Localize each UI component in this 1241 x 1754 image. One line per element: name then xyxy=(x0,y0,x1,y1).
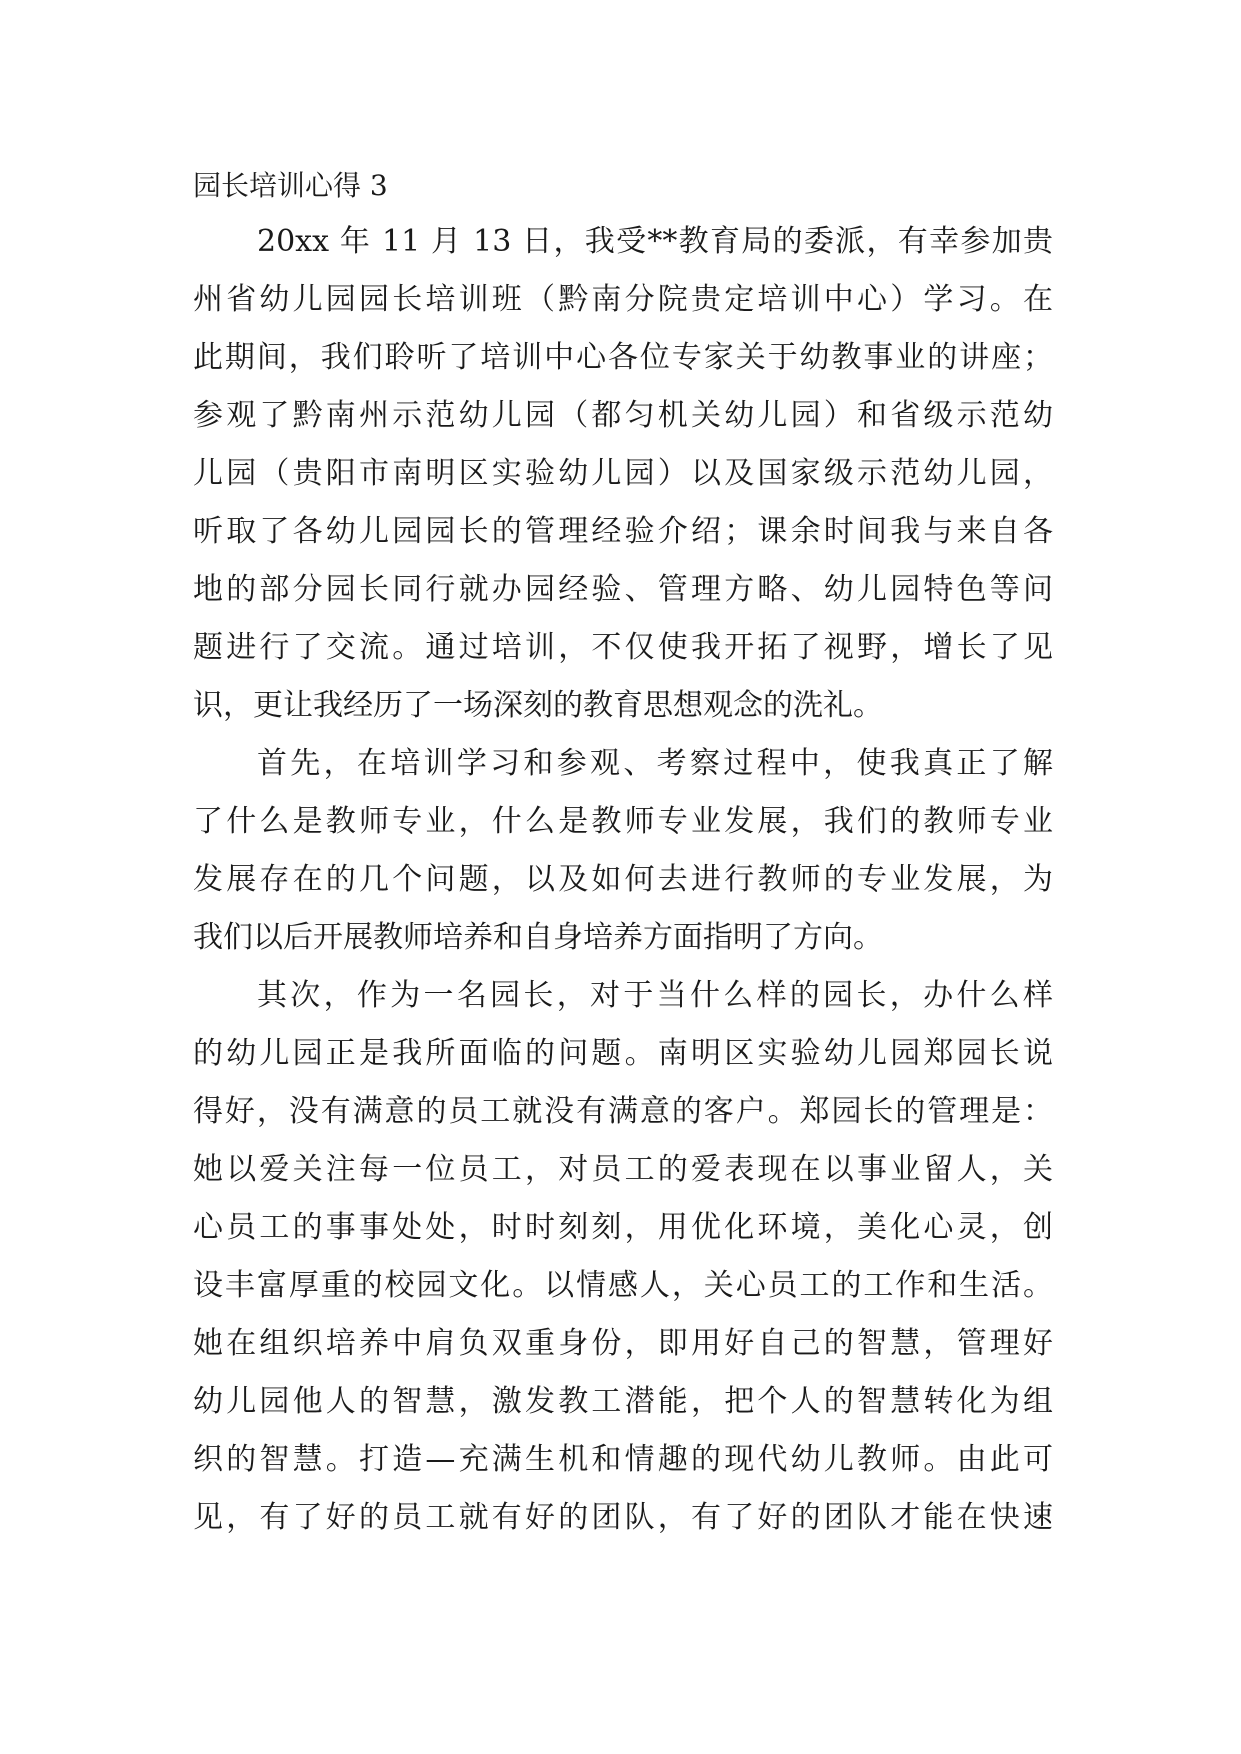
paragraph-line: 织的智慧。打造—充满生机和情趣的现代幼儿教师。由此可 xyxy=(193,1442,1053,1477)
paragraph-line: 的幼儿园正是我所面临的问题。南明区实验幼儿园郑园长说 xyxy=(193,1036,1053,1071)
paragraph-line: 了什么是教师专业，什么是教师专业发展，我们的教师专业 xyxy=(193,804,1053,839)
paragraph-line: 见，有了好的员工就有好的团队，有了好的团队才能在快速 xyxy=(193,1500,1053,1535)
paragraph-line: 她在组织培养中肩负双重身份，即用好自己的智慧，管理好 xyxy=(193,1326,1053,1361)
paragraph-line: 地的部分园长同行就办园经验、管理方略、幼儿园特色等问 xyxy=(193,572,1053,607)
paragraph-line: 听取了各幼儿园园长的管理经验介绍；课余时间我与来自各 xyxy=(193,514,1053,549)
paragraph-line: 心员工的事事处处，时时刻刻，用优化环境，美化心灵，创 xyxy=(193,1210,1053,1245)
paragraph-line: 此期间，我们聆听了培训中心各位专家关于幼教事业的讲座； xyxy=(193,340,1053,375)
paragraph-line: 设丰富厚重的校园文化。以情感人，关心员工的工作和生活。 xyxy=(193,1268,1053,1303)
paragraph-line: 她以爱关注每一位员工，对员工的爱表现在以事业留人，关 xyxy=(193,1152,1053,1187)
paragraph-line: 幼儿园他人的智慧，激发教工潜能，把个人的智慧转化为组 xyxy=(193,1384,1053,1419)
paragraph-line: 首先，在培训学习和参观、考察过程中，使我真正了解 xyxy=(257,746,1053,781)
paragraph-line: 儿园（贵阳市南明区实验幼儿园）以及国家级示范幼儿园， xyxy=(193,456,1053,491)
paragraph-line: 题进行了交流。通过培训，不仅使我开拓了视野，增长了见 xyxy=(193,630,1053,665)
paragraph-line: 我们以后开展教师培养和自身培养方面指明了方向。 xyxy=(193,920,883,955)
paragraph-line: 识，更让我经历了一场深刻的教育思想观念的洗礼。 xyxy=(193,688,883,723)
paragraph-line: 得好，没有满意的员工就没有满意的客户。郑园长的管理是： xyxy=(193,1094,1053,1129)
paragraph-line: 其次，作为一名园长，对于当什么样的园长，办什么样 xyxy=(257,978,1053,1013)
paragraph-line: 20xx 年 11 月 13 日，我受**教育局的委派，有幸参加贵 xyxy=(257,224,1053,259)
paragraph-line: 州省幼儿园园长培训班（黔南分院贵定培训中心）学习。在 xyxy=(193,282,1053,317)
paragraph-line: 参观了黔南州示范幼儿园（都匀机关幼儿园）和省级示范幼 xyxy=(193,398,1053,433)
paragraph-line: 发展存在的几个问题，以及如何去进行教师的专业发展，为 xyxy=(193,862,1053,897)
document-title: 园长培训心得 3 xyxy=(193,169,388,202)
